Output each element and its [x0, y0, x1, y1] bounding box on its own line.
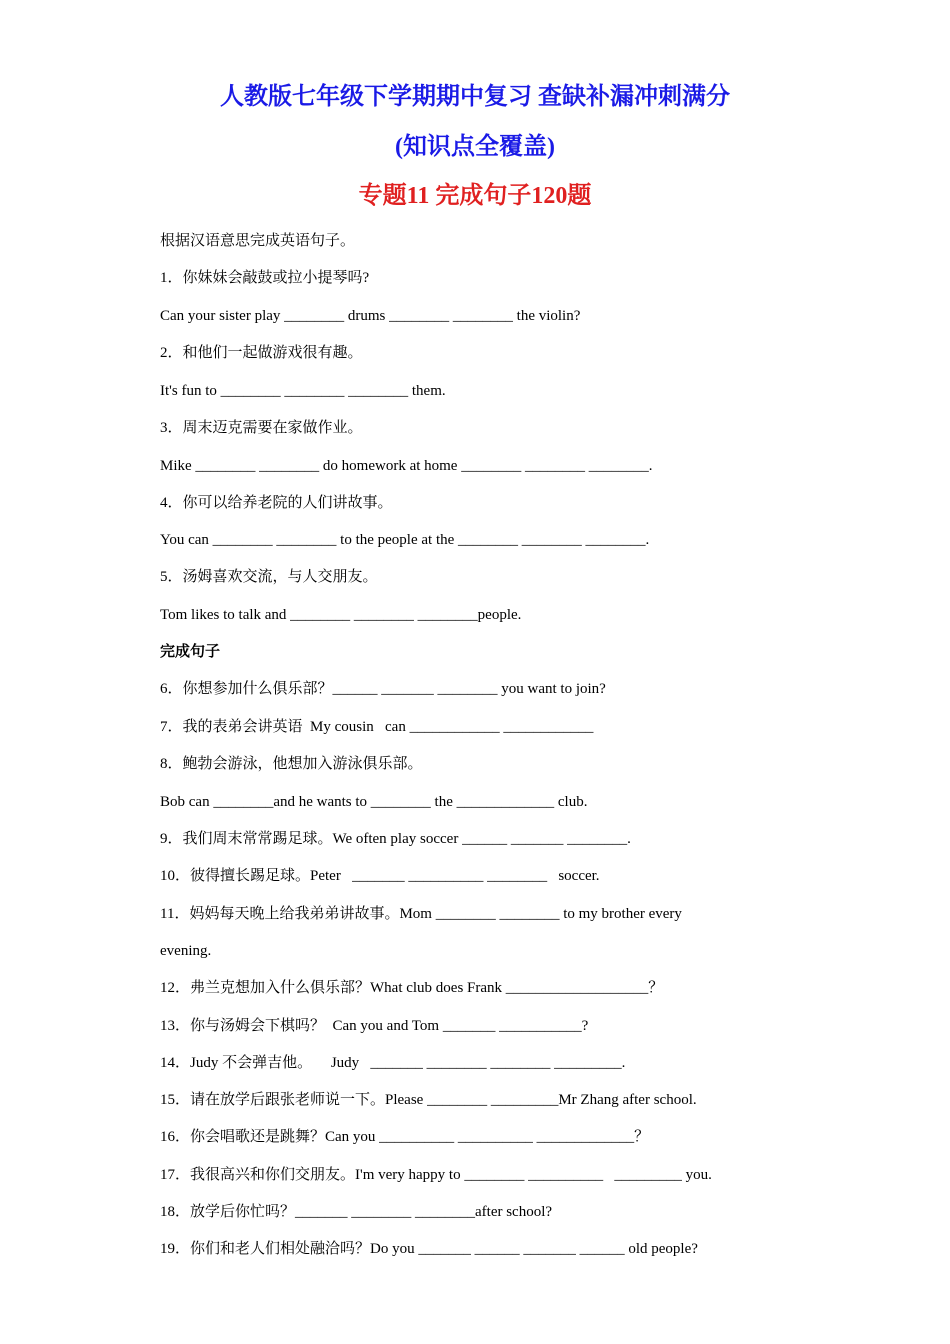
question-13: 13．你与汤姆会下棋吗？ Can you and Tom _______ ___________? — [160, 1018, 589, 1034]
question-8-english: Bob can ________and he wants to ________ the _____________ club. — [160, 794, 588, 810]
question-18: 18．放学后你忙吗？_______ ________ ________after school? — [160, 1204, 553, 1220]
question-14: 14．Judy 不会弹吉他。 Judy _______ ________ ________ _________. — [160, 1055, 626, 1071]
question-1-chinese: 1．你妹妹会敲鼓或拉小提琴吗? — [160, 270, 370, 286]
question-11-line1: 11．妈妈每天晚上给我弟弟讲故事。Mom ________ ________ to my brother every — [160, 906, 682, 922]
section-heading: 完成句子 — [160, 644, 221, 660]
question-16: 16．你会唱歌还是跳舞？Can you __________ __________ _____________？ — [160, 1129, 650, 1145]
question-5-english: Tom likes to talk and ________ ________ ________people. — [160, 607, 522, 623]
question-12: 12．弗兰克想加入什么俱乐部？What club does Frank ___________________？ — [160, 980, 664, 996]
question-3-english: Mike ________ ________ do homework at home ________ ________ ________. — [160, 458, 653, 474]
question-4-english: You can ________ ________ to the people at the ________ ________ ________. — [160, 532, 650, 548]
question-5-chinese: 5．汤姆喜欢交流，与人交朋友。 — [160, 569, 378, 585]
question-4-chinese: 4．你可以给养老院的人们讲故事。 — [160, 495, 393, 511]
question-15: 15．请在放学后跟张老师说一下。Please ________ _________Mr Zhang after school. — [160, 1092, 697, 1108]
question-2-english: It's fun to ________ ________ ________ them. — [160, 383, 446, 399]
question-17: 17．我很高兴和你们交朋友。I'm very happy to ________ __________ _________ you. — [160, 1167, 712, 1183]
question-7: 7．我的表弟会讲英语 My cousin can ____________ ____________ — [160, 719, 594, 735]
question-6: 6．你想参加什么俱乐部？______ _______ ________ you want to join? — [160, 681, 606, 697]
question-1-english: Can your sister play ________ drums ________ ________ the violin? — [160, 308, 581, 324]
question-9: 9．我们周末常常踢足球。We often play soccer ______ _______ ________. — [160, 831, 631, 847]
instruction-text: 根据汉语意思完成英语句子。 — [160, 233, 356, 249]
topic-title: 专题11 完成句子120题 — [358, 183, 592, 209]
question-11-line2: evening. — [160, 943, 212, 959]
question-10: 10．彼得擅长踢足球。Peter _______ __________ ________ soccer. — [160, 868, 600, 884]
document-title: 人教版七年级下学期期中复习 查缺补漏冲刺满分 — [220, 84, 730, 110]
question-19: 19．你们和老人们相处融洽吗？Do you _______ ______ _______ ______ old people? — [160, 1241, 698, 1257]
question-8-chinese: 8．鲍勃会游泳，他想加入游泳俱乐部。 — [160, 756, 423, 772]
question-3-chinese: 3．周末迈克需要在家做作业。 — [160, 420, 363, 436]
document-subtitle: (知识点全覆盖) — [395, 134, 555, 160]
question-2-chinese: 2．和他们一起做游戏很有趣。 — [160, 345, 363, 361]
